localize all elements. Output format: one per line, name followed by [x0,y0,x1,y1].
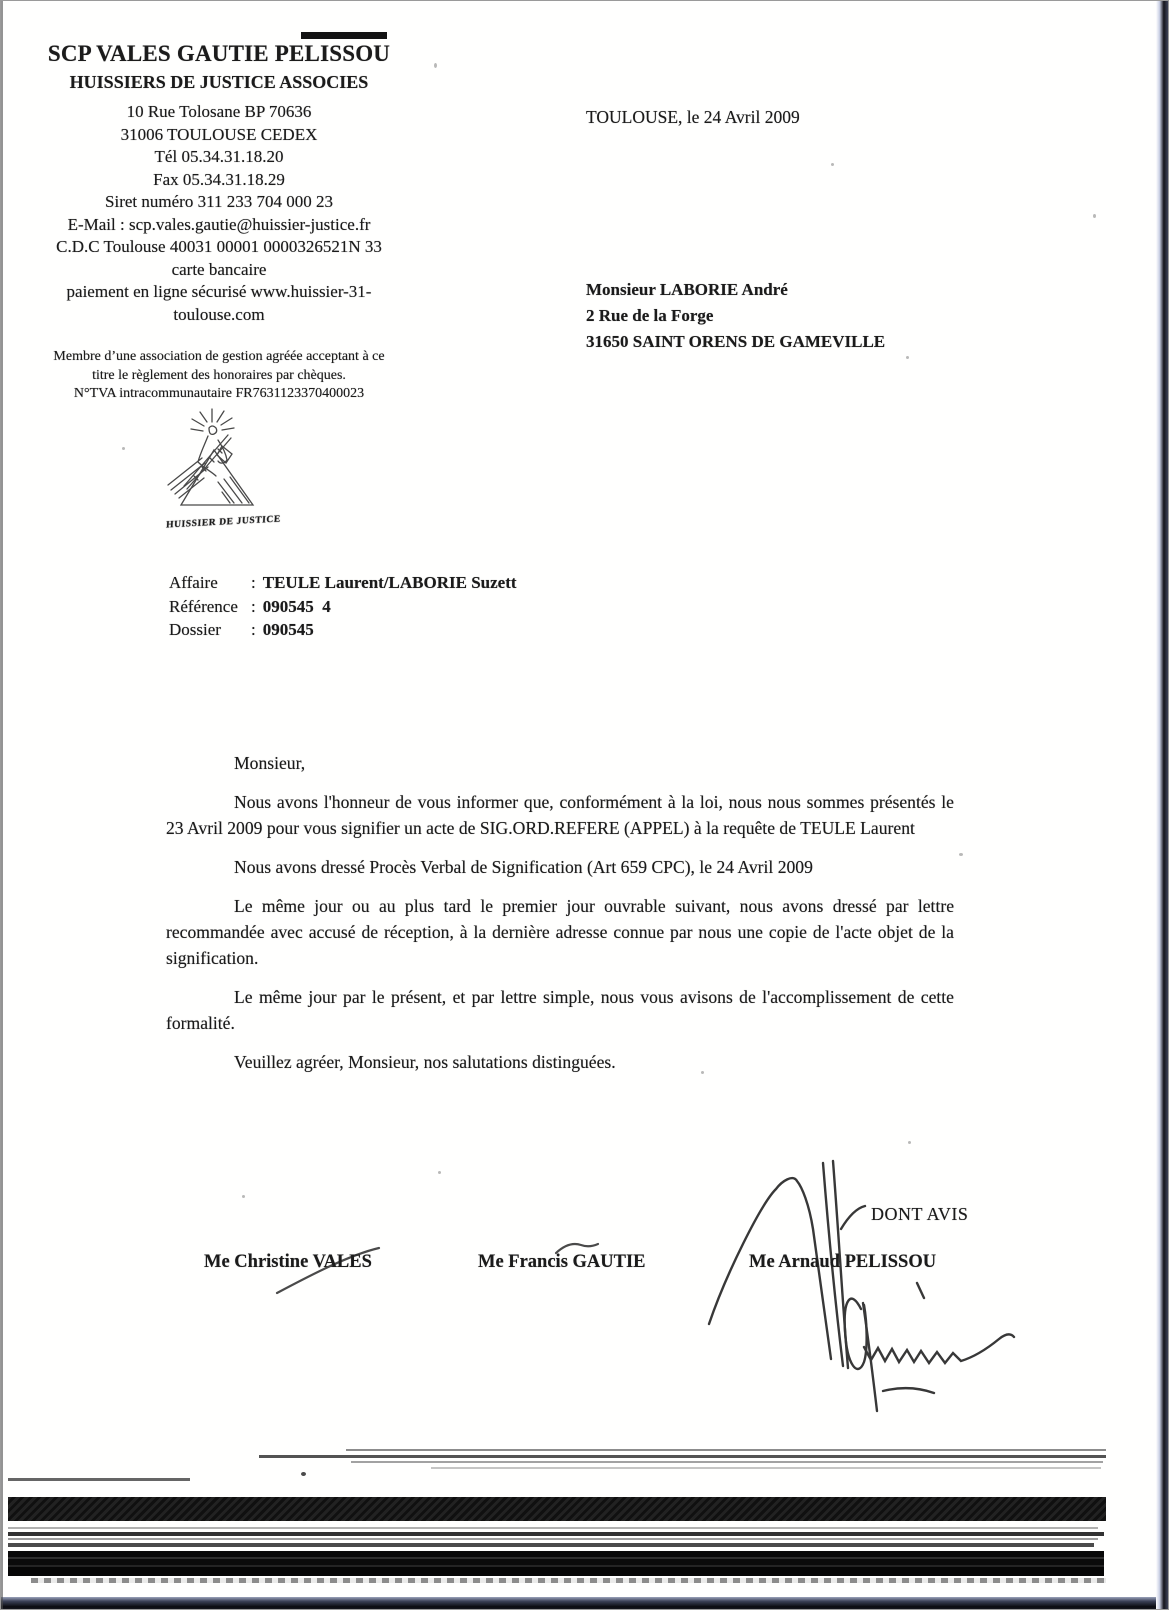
body-paragraph: Le même jour par le présent, et par lettre simple, nous vous avisons de l'accomplissement de cette formalité. [166,987,954,1033]
scan-speck [438,1171,441,1174]
letterhead-card-line: carte bancaire [171,259,267,279]
scan-artifact-line [351,1461,1103,1463]
letterhead-phone-line: Tél 05.34.31.18.20 [154,147,284,166]
scan-artifact-line [259,1455,1106,1458]
letterhead-subtitle: HUISSIERS DE JUSTICE ASSOCIES [69,72,369,92]
scan-speck [906,356,909,359]
recipient-address [586,277,885,355]
scan-artifact-bar [8,1551,1104,1576]
reference-value: 090545 4 [262,596,331,616]
huissier-logo [164,406,282,536]
scan-artifact-bar [8,1497,1106,1521]
scan-speck [1093,214,1096,218]
scan-artifact-line [8,1478,190,1481]
scan-artifact-line [8,1532,1104,1536]
reference-label: Affaire [169,573,218,592]
reference-row [169,571,517,595]
reference-colon: : [251,596,256,616]
reference-colon: : [251,573,256,592]
signatory-name: Me Francis GAUTIE [478,1252,646,1272]
reference-block [169,571,517,642]
huissier-logo-icon [164,406,264,518]
recipient-city: 31650 SAINT ORENS DE GAMEVILLE [586,332,886,351]
reference-colon: : [251,620,256,639]
tva-number-line: N°TVA intracommunautaire FR7631123370400023 [73,386,365,401]
page-edge-left [1,1,3,1609]
signatory-name: Me Christine VALES [204,1252,372,1272]
scan-artifact-line [8,1543,1094,1547]
letterhead-bank-line: C.D.C Toulouse 40031 00001 0000326521N 33 [56,237,382,256]
scan-artifact-streaks [31,1578,1106,1583]
scan-artifact-line [8,1538,1098,1540]
reference-row [169,595,517,619]
letterhead-website-line-2: toulouse.com [173,304,265,324]
scan-speck [831,163,834,166]
recipient-street: 2 Rue de la Forge [586,306,714,325]
scan-speck [242,1195,245,1198]
scan-speck [301,1472,306,1476]
reference-value: TEULE Laurent/LABORIE Suzett [262,573,517,592]
salutation: Monsieur, [234,753,306,773]
body-paragraph: Le même jour ou au plus tard le premier jour ouvrable suivant, nous avons dressé par lettre recommandée avec accusé de réception, à la dernière adresse connue par nous une copie de l'acte objet de la signification. [166,896,954,968]
reference-label: Dossier [169,620,221,639]
scan-artifact-line [346,1449,1106,1451]
membership-note-line: Membre d’une association de gestion agréée acceptant à ce [53,349,385,364]
dont-avis-label: DONT AVIS [871,1204,969,1224]
letterhead-fax-line: Fax 05.34.31.18.29 [153,169,285,189]
letterhead [29,41,409,404]
scan-speck [959,853,963,856]
pen-stroke-marks [181,1191,621,1311]
letterhead-address-line: 10 Rue Tolosane BP 70636 [126,102,312,121]
letterhead-title: SCP VALES GAUTIE PELISSOU [47,41,391,66]
scan-artifact-line [8,1527,1098,1529]
dateline: TOULOUSE, le 24 Avril 2009 [586,107,800,127]
membership-note-line: titre le règlement des honoraires par chèques. [92,367,346,383]
letterhead-siret-line: Siret numéro 311 233 704 000 23 [105,192,333,211]
page-edge-right [1156,1,1168,1609]
recipient-name: Monsieur LABORIE André [586,280,788,299]
letterhead-email-line: E-Mail : scp.vales.gautie@huissier-justice.fr [67,214,371,234]
body-paragraph: Nous avons dressé Procès Verbal de Signification (Art 659 CPC), le 24 Avril 2009 [234,857,813,877]
scan-speck [434,63,437,68]
reference-label: Référence [169,596,238,616]
scan-speck [122,447,125,450]
letterhead-website-line: paiement en ligne sécurisé www.huissier-31- [66,282,372,301]
body-paragraph: Nous avons l'honneur de vous informer que, conformément à la loi, nous nous sommes présentés le 23 Avril 2009 pour vous signifier un acte de SIG.ORD.REFERE (APPEL) à la requête de TEULE Laurent [166,792,954,838]
letter-body [166,750,954,1088]
letterhead-address-line: 31006 TOULOUSE CEDEX [120,124,318,144]
closing-formula: Veuillez agréer, Monsieur, nos salutations distinguées. [234,1052,616,1072]
scan-speck [908,1141,911,1144]
logo-caption: HUISSIER DE JUSTICE [165,514,282,531]
signatory-name: Me Arnaud PELISSOU [749,1252,937,1272]
reference-value: 090545 [262,620,314,639]
scan-speck [701,1071,704,1074]
scan-overline-artifact [301,32,387,39]
page-edge-bottom [1,1597,1169,1610]
scan-artifact-line [431,1467,1101,1469]
membership-note [29,348,409,404]
reference-row [169,618,517,642]
